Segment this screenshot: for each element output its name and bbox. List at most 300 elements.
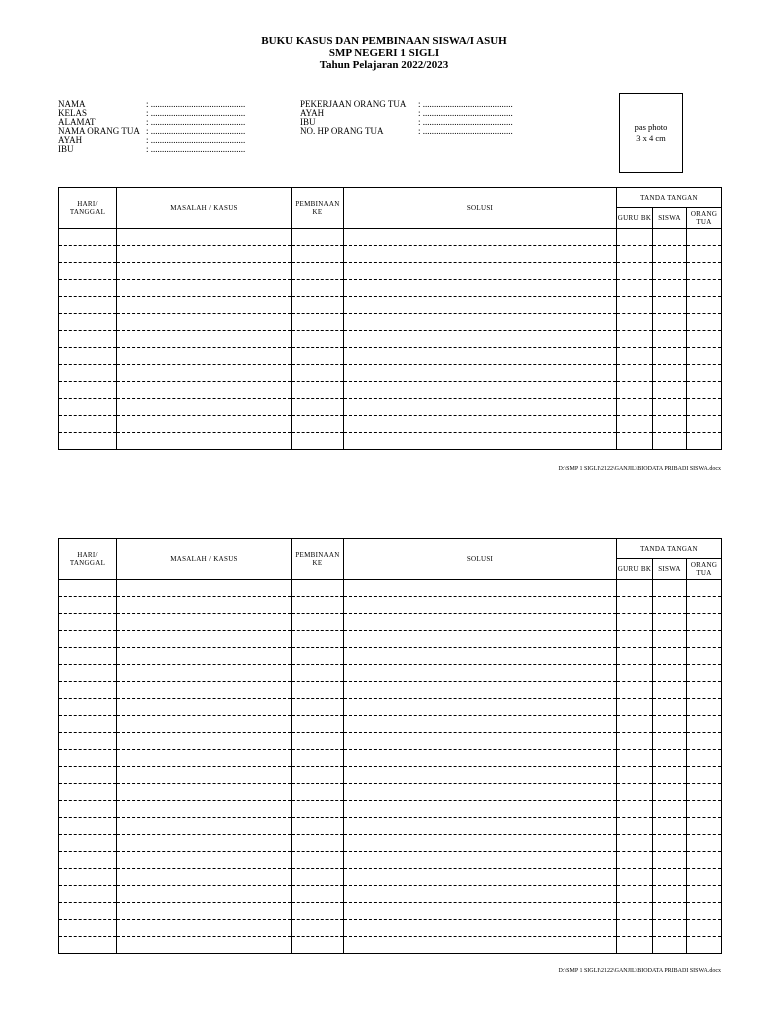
blank-cell[interactable]: [117, 229, 292, 246]
blank-cell[interactable]: [687, 580, 722, 597]
blank-cell[interactable]: [653, 263, 687, 280]
table-row: [59, 331, 722, 348]
blank-cell[interactable]: [292, 580, 344, 597]
blank-cell[interactable]: [59, 784, 117, 801]
blank-cell[interactable]: [117, 433, 292, 450]
blank-cell[interactable]: [617, 750, 653, 767]
blank-cell[interactable]: [617, 903, 653, 920]
blank-cell[interactable]: [344, 365, 617, 382]
blank-cell[interactable]: [59, 920, 117, 937]
blank-cell[interactable]: [59, 614, 117, 631]
blank-cell[interactable]: [59, 314, 117, 331]
blank-cell[interactable]: [117, 818, 292, 835]
blank-cell[interactable]: [617, 433, 653, 450]
blank-cell[interactable]: [653, 886, 687, 903]
blank-cell[interactable]: [344, 903, 617, 920]
info-row-pekerjaan-ibu: IBU : ........................................: [300, 117, 513, 127]
blank-cell[interactable]: [653, 784, 687, 801]
blank-cell[interactable]: [59, 263, 117, 280]
table-row: [59, 580, 722, 597]
blank-cell[interactable]: [344, 682, 617, 699]
blank-cell[interactable]: [117, 937, 292, 954]
blank-cell[interactable]: [617, 665, 653, 682]
col-masalah-kasus: MASALAH / KASUS: [117, 539, 292, 580]
blank-cell[interactable]: [117, 297, 292, 314]
blank-cell[interactable]: [687, 399, 722, 416]
blank-cell[interactable]: [687, 699, 722, 716]
blank-cell[interactable]: [292, 416, 344, 433]
blank-cell[interactable]: [292, 614, 344, 631]
blank-cell[interactable]: [617, 733, 653, 750]
blank-cell[interactable]: [117, 246, 292, 263]
blank-cell[interactable]: [292, 263, 344, 280]
academic-year: Tahun Pelajaran 2022/2023: [319, 59, 449, 71]
blank-cell[interactable]: [292, 920, 344, 937]
blank-cell[interactable]: [59, 416, 117, 433]
blank-cell[interactable]: [687, 246, 722, 263]
blank-cell[interactable]: [687, 297, 722, 314]
col-tanda-tangan: TANDA TANGAN: [617, 539, 722, 559]
blank-cell[interactable]: [617, 716, 653, 733]
blank-cell[interactable]: [617, 297, 653, 314]
table-1-body: [59, 229, 722, 450]
table-row: [59, 767, 722, 784]
blank-cell[interactable]: [653, 280, 687, 297]
student-info-left: [58, 100, 245, 154]
blank-cell[interactable]: [59, 631, 117, 648]
blank-cell[interactable]: [344, 246, 617, 263]
info-row-pekerjaan: PEKERJAAN ORANG TUA : ........................................: [300, 99, 513, 109]
blank-cell[interactable]: [653, 750, 687, 767]
blank-cell[interactable]: [617, 263, 653, 280]
blank-cell[interactable]: [687, 348, 722, 365]
blank-cell[interactable]: [117, 280, 292, 297]
blank-cell[interactable]: [59, 665, 117, 682]
blank-cell[interactable]: [117, 597, 292, 614]
blank-cell[interactable]: [59, 767, 117, 784]
blank-cell[interactable]: [653, 801, 687, 818]
blank-cell[interactable]: [687, 416, 722, 433]
table-row: [59, 716, 722, 733]
photo-label: pas photo: [634, 122, 668, 132]
blank-cell[interactable]: [617, 869, 653, 886]
blank-cell[interactable]: [653, 631, 687, 648]
blank-cell[interactable]: [117, 869, 292, 886]
blank-cell[interactable]: [292, 365, 344, 382]
blank-cell[interactable]: [117, 920, 292, 937]
blank-cell[interactable]: [687, 314, 722, 331]
blank-cell[interactable]: [653, 331, 687, 348]
blank-cell[interactable]: [292, 280, 344, 297]
blank-cell[interactable]: [617, 280, 653, 297]
blank-cell[interactable]: [344, 767, 617, 784]
blank-cell[interactable]: [344, 920, 617, 937]
blank-cell[interactable]: [653, 869, 687, 886]
blank-cell[interactable]: [344, 348, 617, 365]
blank-cell[interactable]: [117, 886, 292, 903]
blank-cell[interactable]: [292, 631, 344, 648]
blank-cell[interactable]: [687, 229, 722, 246]
blank-cell[interactable]: [292, 229, 344, 246]
info-row-pekerjaan-ayah: AYAH : ........................................: [300, 108, 513, 118]
blank-cell[interactable]: [292, 733, 344, 750]
blank-cell[interactable]: [344, 937, 617, 954]
blank-cell[interactable]: [59, 886, 117, 903]
blank-cell[interactable]: [59, 648, 117, 665]
blank-cell[interactable]: [344, 399, 617, 416]
blank-cell[interactable]: [344, 699, 617, 716]
blank-cell[interactable]: [292, 801, 344, 818]
blank-cell[interactable]: [59, 937, 117, 954]
blank-cell[interactable]: [617, 648, 653, 665]
blank-cell[interactable]: [653, 246, 687, 263]
table-row: [59, 733, 722, 750]
blank-cell[interactable]: [344, 297, 617, 314]
blank-cell[interactable]: [292, 716, 344, 733]
file-path-footer-1: D:\SMP 1 SIGLI\2122\GANJIL\BIODATA PRIBADI SISWA.docx: [558, 466, 721, 472]
blank-cell[interactable]: [117, 852, 292, 869]
blank-cell[interactable]: [344, 665, 617, 682]
blank-cell[interactable]: [59, 246, 117, 263]
col-hari-tanggal: HARI/ TANGGAL: [59, 539, 117, 580]
blank-cell[interactable]: [59, 382, 117, 399]
table-row: [59, 348, 722, 365]
blank-cell[interactable]: [117, 682, 292, 699]
photo-box: [619, 93, 683, 173]
blank-cell[interactable]: [687, 597, 722, 614]
blank-cell[interactable]: [617, 784, 653, 801]
blank-cell[interactable]: [617, 331, 653, 348]
blank-cell[interactable]: [59, 280, 117, 297]
table-row: [59, 365, 722, 382]
blank-cell[interactable]: [617, 937, 653, 954]
blank-cell[interactable]: [344, 886, 617, 903]
blank-cell[interactable]: [687, 920, 722, 937]
blank-cell[interactable]: [117, 801, 292, 818]
table-row: [59, 631, 722, 648]
blank-cell[interactable]: [653, 399, 687, 416]
blank-cell[interactable]: [344, 229, 617, 246]
blank-cell[interactable]: [292, 937, 344, 954]
info-row-kelas: KELAS : ..........................................: [58, 108, 246, 118]
blank-cell[interactable]: [292, 246, 344, 263]
blank-cell[interactable]: [687, 614, 722, 631]
info-row-no-hp: NO. HP ORANG TUA : ........................................: [300, 126, 513, 136]
blank-cell[interactable]: [117, 733, 292, 750]
blank-cell[interactable]: [344, 869, 617, 886]
blank-cell[interactable]: [59, 433, 117, 450]
blank-cell[interactable]: [344, 382, 617, 399]
blank-cell[interactable]: [687, 665, 722, 682]
blank-cell[interactable]: [344, 263, 617, 280]
blank-cell[interactable]: [687, 433, 722, 450]
col-tanda-tangan: TANDA TANGAN: [617, 188, 722, 208]
blank-cell[interactable]: [687, 682, 722, 699]
blank-cell[interactable]: [653, 348, 687, 365]
blank-cell[interactable]: [117, 365, 292, 382]
blank-cell[interactable]: [344, 716, 617, 733]
blank-cell[interactable]: [687, 801, 722, 818]
table-row: [59, 869, 722, 886]
blank-cell[interactable]: [687, 835, 722, 852]
blank-cell[interactable]: [687, 869, 722, 886]
student-info-right: [300, 100, 513, 136]
blank-cell[interactable]: [653, 365, 687, 382]
blank-cell[interactable]: [117, 665, 292, 682]
blank-cell[interactable]: [653, 580, 687, 597]
blank-cell[interactable]: [292, 682, 344, 699]
blank-cell[interactable]: [292, 750, 344, 767]
col-solusi: SOLUSI: [344, 539, 617, 580]
blank-cell[interactable]: [344, 648, 617, 665]
blank-cell[interactable]: [617, 818, 653, 835]
blank-cell[interactable]: [59, 348, 117, 365]
blank-cell[interactable]: [653, 835, 687, 852]
blank-cell[interactable]: [653, 382, 687, 399]
blank-cell[interactable]: [617, 614, 653, 631]
blank-cell[interactable]: [344, 818, 617, 835]
blank-cell[interactable]: [344, 433, 617, 450]
blank-cell[interactable]: [617, 801, 653, 818]
blank-cell[interactable]: [653, 818, 687, 835]
blank-cell[interactable]: [117, 614, 292, 631]
blank-cell[interactable]: [687, 733, 722, 750]
blank-cell[interactable]: [344, 416, 617, 433]
table-row: [59, 682, 722, 699]
blank-cell[interactable]: [617, 886, 653, 903]
blank-cell[interactable]: [617, 580, 653, 597]
blank-cell[interactable]: [687, 903, 722, 920]
blank-cell[interactable]: [292, 382, 344, 399]
blank-cell[interactable]: [292, 314, 344, 331]
blank-cell[interactable]: [687, 263, 722, 280]
blank-cell[interactable]: [617, 597, 653, 614]
blank-cell[interactable]: [292, 903, 344, 920]
blank-cell[interactable]: [617, 399, 653, 416]
blank-cell[interactable]: [687, 852, 722, 869]
blank-cell[interactable]: [344, 631, 617, 648]
blank-cell[interactable]: [292, 869, 344, 886]
blank-cell[interactable]: [344, 801, 617, 818]
blank-cell[interactable]: [117, 835, 292, 852]
table-row: [59, 784, 722, 801]
blank-cell[interactable]: [653, 699, 687, 716]
table-row: [59, 297, 722, 314]
blank-cell[interactable]: [617, 682, 653, 699]
blank-cell[interactable]: [617, 416, 653, 433]
col-orang-tua: ORANG TUA: [687, 559, 722, 580]
blank-cell[interactable]: [653, 416, 687, 433]
blank-cell[interactable]: [617, 382, 653, 399]
blank-cell[interactable]: [653, 648, 687, 665]
blank-cell[interactable]: [117, 631, 292, 648]
blank-cell[interactable]: [653, 733, 687, 750]
col-orang-tua: ORANG TUA: [687, 208, 722, 229]
blank-cell[interactable]: [117, 263, 292, 280]
document-header: [0, 35, 768, 71]
blank-cell[interactable]: [59, 399, 117, 416]
table-row: [59, 246, 722, 263]
blank-cell[interactable]: [653, 716, 687, 733]
col-guru-bk: GURU BK: [617, 208, 653, 229]
blank-cell[interactable]: [117, 750, 292, 767]
blank-cell[interactable]: [59, 682, 117, 699]
table-row: [59, 886, 722, 903]
blank-cell[interactable]: [617, 631, 653, 648]
blank-cell[interactable]: [687, 331, 722, 348]
table-row: [59, 614, 722, 631]
blank-cell[interactable]: [653, 682, 687, 699]
blank-cell[interactable]: [653, 229, 687, 246]
blank-cell[interactable]: [59, 597, 117, 614]
blank-cell[interactable]: [117, 716, 292, 733]
blank-cell[interactable]: [687, 382, 722, 399]
blank-cell[interactable]: [59, 801, 117, 818]
blank-cell[interactable]: [292, 784, 344, 801]
document-title: BUKU KASUS DAN PEMBINAAN SISWA/I ASUH: [261, 35, 507, 47]
table-row: [59, 229, 722, 246]
col-pembinaan-ke: PEMBINAAN KE: [292, 539, 344, 580]
blank-cell[interactable]: [117, 331, 292, 348]
blank-cell[interactable]: [653, 314, 687, 331]
blank-cell[interactable]: [117, 416, 292, 433]
blank-cell[interactable]: [292, 399, 344, 416]
info-row-alamat: ALAMAT : ..........................................: [58, 117, 246, 127]
school-name: SMP NEGERI 1 SIGLI: [328, 47, 440, 59]
blank-cell[interactable]: [344, 750, 617, 767]
blank-cell[interactable]: [617, 835, 653, 852]
blank-cell[interactable]: [59, 699, 117, 716]
blank-cell[interactable]: [59, 835, 117, 852]
blank-cell[interactable]: [292, 835, 344, 852]
blank-cell[interactable]: [617, 699, 653, 716]
blank-cell[interactable]: [687, 631, 722, 648]
blank-cell[interactable]: [292, 886, 344, 903]
blank-cell[interactable]: [617, 246, 653, 263]
blank-cell[interactable]: [344, 784, 617, 801]
blank-cell[interactable]: [117, 903, 292, 920]
blank-cell[interactable]: [117, 784, 292, 801]
blank-cell[interactable]: [687, 280, 722, 297]
blank-cell[interactable]: [117, 699, 292, 716]
blank-cell[interactable]: [687, 937, 722, 954]
blank-cell[interactable]: [292, 348, 344, 365]
blank-cell[interactable]: [617, 314, 653, 331]
blank-cell[interactable]: [59, 580, 117, 597]
blank-cell[interactable]: [117, 767, 292, 784]
blank-cell[interactable]: [59, 733, 117, 750]
blank-cell[interactable]: [344, 733, 617, 750]
blank-cell[interactable]: [653, 297, 687, 314]
col-guru-bk: GURU BK: [617, 559, 653, 580]
blank-cell[interactable]: [59, 852, 117, 869]
blank-cell[interactable]: [292, 297, 344, 314]
col-siswa: SISWA: [653, 208, 687, 229]
blank-cell[interactable]: [687, 767, 722, 784]
blank-cell[interactable]: [344, 597, 617, 614]
blank-cell[interactable]: [344, 331, 617, 348]
blank-cell[interactable]: [617, 767, 653, 784]
table-row: [59, 852, 722, 869]
table-row: [59, 920, 722, 937]
blank-cell[interactable]: [687, 365, 722, 382]
blank-cell[interactable]: [59, 297, 117, 314]
blank-cell[interactable]: [292, 767, 344, 784]
blank-cell[interactable]: [617, 365, 653, 382]
info-row-nama-orang-tua: NAMA ORANG TUA : ..........................................: [58, 126, 246, 136]
blank-cell[interactable]: [292, 433, 344, 450]
blank-cell[interactable]: [59, 229, 117, 246]
blank-cell[interactable]: [687, 886, 722, 903]
col-solusi: SOLUSI: [344, 188, 617, 229]
table-row: [59, 801, 722, 818]
blank-cell[interactable]: [687, 716, 722, 733]
blank-cell[interactable]: [59, 818, 117, 835]
blank-cell[interactable]: [292, 699, 344, 716]
blank-cell[interactable]: [687, 648, 722, 665]
blank-cell[interactable]: [344, 835, 617, 852]
blank-cell[interactable]: [653, 903, 687, 920]
blank-cell[interactable]: [653, 614, 687, 631]
blank-cell[interactable]: [59, 750, 117, 767]
table-row: [59, 835, 722, 852]
blank-cell[interactable]: [653, 767, 687, 784]
table-row: [59, 433, 722, 450]
blank-cell[interactable]: [617, 920, 653, 937]
blank-cell[interactable]: [117, 382, 292, 399]
blank-cell[interactable]: [653, 433, 687, 450]
blank-cell[interactable]: [292, 648, 344, 665]
blank-cell[interactable]: [687, 818, 722, 835]
blank-cell[interactable]: [117, 348, 292, 365]
blank-cell[interactable]: [653, 665, 687, 682]
blank-cell[interactable]: [292, 818, 344, 835]
blank-cell[interactable]: [117, 580, 292, 597]
blank-cell[interactable]: [292, 665, 344, 682]
table-row: [59, 665, 722, 682]
blank-cell[interactable]: [117, 314, 292, 331]
blank-cell[interactable]: [687, 784, 722, 801]
blank-cell[interactable]: [117, 399, 292, 416]
blank-cell[interactable]: [344, 852, 617, 869]
blank-cell[interactable]: [344, 580, 617, 597]
blank-cell[interactable]: [687, 750, 722, 767]
blank-cell[interactable]: [617, 348, 653, 365]
blank-cell[interactable]: [653, 920, 687, 937]
blank-cell[interactable]: [59, 716, 117, 733]
blank-cell[interactable]: [59, 869, 117, 886]
table-row: [59, 280, 722, 297]
blank-cell[interactable]: [653, 597, 687, 614]
blank-cell[interactable]: [292, 852, 344, 869]
table-row: [59, 382, 722, 399]
blank-cell[interactable]: [292, 597, 344, 614]
blank-cell[interactable]: [59, 365, 117, 382]
blank-cell[interactable]: [653, 937, 687, 954]
blank-cell[interactable]: [653, 852, 687, 869]
blank-cell[interactable]: [617, 229, 653, 246]
blank-cell[interactable]: [344, 314, 617, 331]
blank-cell[interactable]: [59, 331, 117, 348]
blank-cell[interactable]: [617, 852, 653, 869]
table-row: [59, 648, 722, 665]
blank-cell[interactable]: [117, 648, 292, 665]
blank-cell[interactable]: [292, 331, 344, 348]
blank-cell[interactable]: [344, 280, 617, 297]
blank-cell[interactable]: [344, 614, 617, 631]
blank-cell[interactable]: [59, 903, 117, 920]
table-row: [59, 263, 722, 280]
